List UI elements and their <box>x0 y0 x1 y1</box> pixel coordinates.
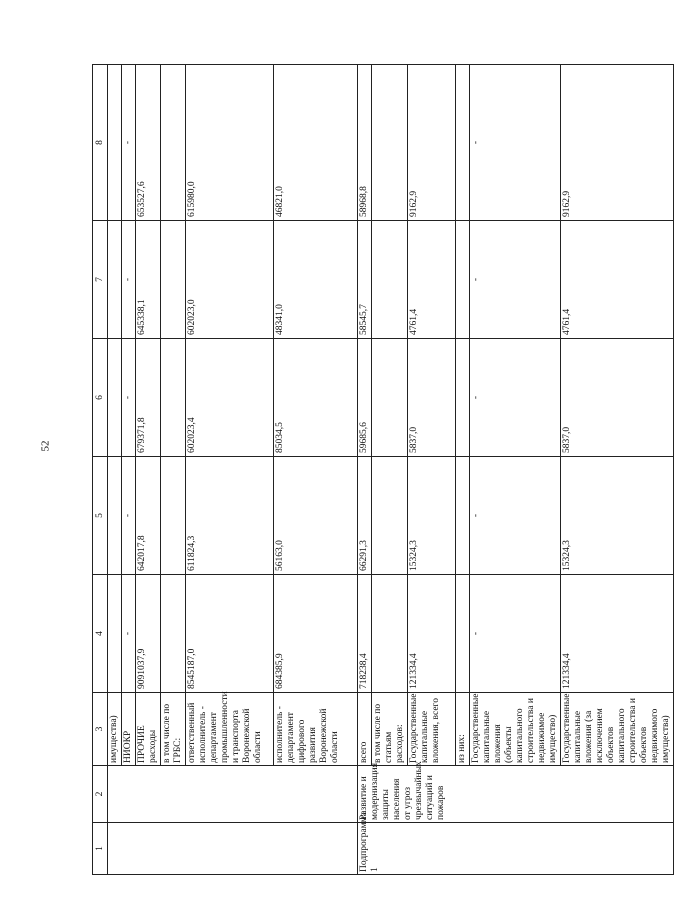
cell-col-8: 9162,9 <box>561 65 674 221</box>
cell-col-7: 4761,4 <box>561 221 674 339</box>
cell-col-4: 718238,4 <box>358 575 372 693</box>
cell-col-3: Государственные капитальные вложения (за исключением объектов капитального строительства и объектов недвижимого имущества) <box>561 693 674 766</box>
cell-col-5: 15324,3 <box>561 457 674 575</box>
cell-col-8: - <box>122 65 136 221</box>
cell-col-8 <box>456 65 470 221</box>
cell-col-4 <box>108 575 122 693</box>
cell-col-4 <box>161 575 186 693</box>
table-row <box>470 65 561 875</box>
cell-col-6: - <box>122 339 136 457</box>
cell-col-5 <box>108 457 122 575</box>
cell-col-5: 642017,8 <box>136 457 161 575</box>
cell-col-5 <box>161 457 186 575</box>
cell-col-6 <box>456 339 470 457</box>
cell-col-4: 9091037,9 <box>136 575 161 693</box>
page-number: 52 <box>39 440 52 452</box>
cell-col-6: 5837,0 <box>408 339 456 457</box>
cell-col-4: - <box>122 575 136 693</box>
cell-col-4: 121334,4 <box>561 575 674 693</box>
cell-col-4: 8545187,0 <box>186 575 274 693</box>
subprogram-title: Развитие и модернизация защиты населения от угроз чрезвычайных ситуаций и пожаров <box>358 766 674 823</box>
cell-col-5 <box>456 457 470 575</box>
cell-col-7: 48341,0 <box>274 221 358 339</box>
cell-col-6: 679371,8 <box>136 339 161 457</box>
cell-col-6 <box>372 339 408 457</box>
cell-col-6: 602023,4 <box>186 339 274 457</box>
cell-col-3: из них: <box>456 693 470 766</box>
cell-col-5: 611824,3 <box>186 457 274 575</box>
cell-col-7 <box>372 221 408 339</box>
cell-col-3: имущества) <box>108 693 122 766</box>
cell-col-6: - <box>470 339 561 457</box>
budget-table <box>92 64 674 875</box>
header-col-2: 2 <box>93 766 108 823</box>
table-row <box>358 65 372 875</box>
cell-col-3: всего <box>358 693 372 766</box>
header-col-8: 8 <box>93 65 108 221</box>
budget-table-sheet <box>92 65 671 875</box>
header-col-4: 4 <box>93 575 108 693</box>
cell-col-3: ответственный исполнитель - департамент промышленности и транспорта Воронежской области <box>186 693 274 766</box>
cell-col-7: 58545,7 <box>358 221 372 339</box>
cell-col-7 <box>108 221 122 339</box>
cell-col-1 <box>108 823 358 875</box>
cell-col-4 <box>372 575 408 693</box>
table-row <box>274 65 358 875</box>
table-row <box>372 65 408 875</box>
cell-col-3: в том числе по статьям расходов: <box>372 693 408 766</box>
cell-col-2 <box>108 766 358 823</box>
cell-col-4: 684385,9 <box>274 575 358 693</box>
cell-col-7: - <box>122 221 136 339</box>
cell-col-5 <box>372 457 408 575</box>
cell-col-5: - <box>470 457 561 575</box>
cell-col-8: - <box>470 65 561 221</box>
table-row <box>186 65 274 875</box>
cell-col-8: 46821,0 <box>274 65 358 221</box>
cell-col-5: - <box>122 457 136 575</box>
cell-col-7 <box>161 221 186 339</box>
header-col-1: 1 <box>93 823 108 875</box>
cell-col-8: 58968,8 <box>358 65 372 221</box>
cell-col-8 <box>372 65 408 221</box>
table-row <box>456 65 470 875</box>
cell-col-7 <box>456 221 470 339</box>
header-col-6: 6 <box>93 339 108 457</box>
cell-col-3: ПРОЧИЕ расходы <box>136 693 161 766</box>
cell-col-5: 56163,0 <box>274 457 358 575</box>
cell-col-6: 59685,6 <box>358 339 372 457</box>
cell-col-3: исполнитель - департамент цифрового развития Воронежской области <box>274 693 358 766</box>
table-row <box>408 65 456 875</box>
cell-col-8: 9162,9 <box>408 65 456 221</box>
cell-col-6 <box>108 339 122 457</box>
cell-col-3: в том числе по ГРБС: <box>161 693 186 766</box>
table-row <box>561 65 674 875</box>
cell-col-3: НИОКР <box>122 693 136 766</box>
cell-col-3: Государственные капитальные вложения, всего <box>408 693 456 766</box>
cell-col-8: 653527,6 <box>136 65 161 221</box>
cell-col-7: 645338,1 <box>136 221 161 339</box>
cell-col-7: - <box>470 221 561 339</box>
header-col-3: 3 <box>93 693 108 766</box>
cell-col-4 <box>456 575 470 693</box>
cell-col-3: Государственные капитальные вложения (объекты капитального строительства и недвижимое имущество) <box>470 693 561 766</box>
cell-col-4: - <box>470 575 561 693</box>
cell-col-5: 66291,3 <box>358 457 372 575</box>
header-row <box>93 65 108 875</box>
cell-col-8 <box>108 65 122 221</box>
cell-col-6 <box>161 339 186 457</box>
table-row <box>136 65 161 875</box>
cell-col-5: 15324,3 <box>408 457 456 575</box>
table-row <box>108 65 122 875</box>
cell-col-8 <box>161 65 186 221</box>
header-col-7: 7 <box>93 221 108 339</box>
cell-col-7: 602023,0 <box>186 221 274 339</box>
cell-col-6: 85034,5 <box>274 339 358 457</box>
table-row <box>122 65 136 875</box>
cell-col-4: 121334,4 <box>408 575 456 693</box>
table-row <box>161 65 186 875</box>
cell-col-7: 4761,4 <box>408 221 456 339</box>
header-col-5: 5 <box>93 457 108 575</box>
cell-col-8: 615980,0 <box>186 65 274 221</box>
cell-col-6: 5837,0 <box>561 339 674 457</box>
subprogram-label: Подпрограмма 1 <box>358 823 674 875</box>
